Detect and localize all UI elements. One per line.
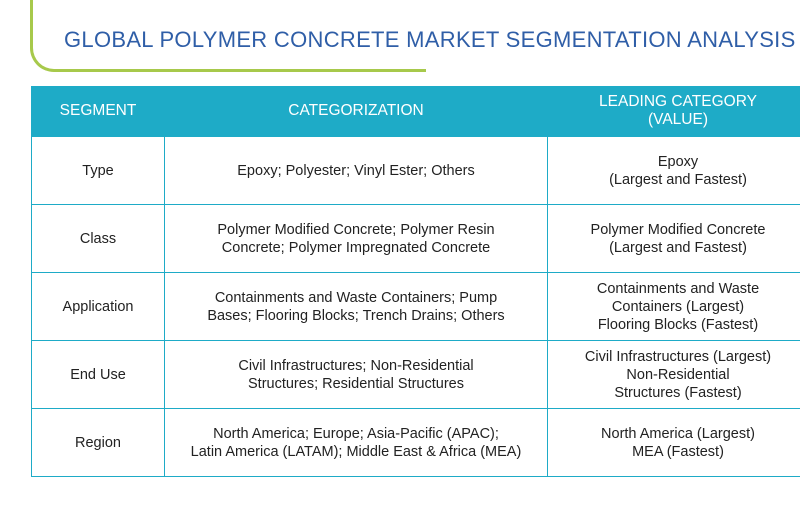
leading-category-line: Polymer Modified Concrete (590, 221, 766, 238)
leading-category-line: Civil Infrastructures (Largest) (584, 348, 772, 365)
leading-category-line: Epoxy (657, 153, 699, 170)
table-row (32, 273, 800, 341)
header-categorization: CATEGORIZATION (165, 86, 548, 137)
leading-category-cell (548, 137, 800, 205)
header-leading-line1: LEADING CATEGORY (599, 93, 757, 110)
categorization-line: Concrete; Polymer Impregnated Concrete (221, 239, 491, 256)
segment-cell: Region (32, 409, 165, 477)
leading-category-line: Structures (Fastest) (614, 384, 742, 401)
categorization-line: Polymer Modified Concrete; Polymer Resin (217, 221, 495, 238)
header-segment: SEGMENT (32, 86, 165, 137)
leading-category-cell (548, 341, 800, 409)
categorization-line: Bases; Flooring Blocks; Trench Drains; Others (207, 307, 505, 324)
leading-category-line: Non-Residential (626, 366, 730, 383)
table-header-row (32, 86, 800, 137)
leading-category-line: Flooring Blocks (Fastest) (597, 316, 759, 333)
header-leading-category (548, 86, 800, 137)
leading-category-line: North America (Largest) (601, 425, 755, 442)
leading-category-cell (548, 205, 800, 273)
categorization-line: Containments and Waste Containers; Pump (214, 289, 498, 306)
segmentation-table (31, 86, 800, 477)
table-row (32, 341, 800, 409)
categorization-cell (165, 137, 548, 205)
header-leading-line2: (VALUE) (647, 111, 708, 128)
table-row (32, 137, 800, 205)
categorization-cell (165, 205, 548, 273)
leading-category-line: MEA (Fastest) (632, 443, 724, 460)
table-row (32, 409, 800, 477)
categorization-line: Latin America (LATAM); Middle East & Africa (MEA) (190, 443, 522, 460)
categorization-line: Structures; Residential Structures (248, 375, 464, 392)
leading-category-cell (548, 409, 800, 477)
leading-category-line: Containments and Waste (596, 280, 760, 297)
categorization-cell (165, 409, 548, 477)
segment-cell: Type (32, 137, 165, 205)
categorization-line: Civil Infrastructures; Non-Residential (238, 357, 474, 374)
segment-cell: End Use (32, 341, 165, 409)
segment-cell: Application (32, 273, 165, 341)
table-row (32, 205, 800, 273)
page-title: GLOBAL POLYMER CONCRETE MARKET SEGMENTATION ANALYSIS (64, 27, 796, 52)
categorization-line: Epoxy; Polyester; Vinyl Ester; Others (237, 162, 475, 179)
leading-category-cell (548, 273, 800, 341)
leading-category-line: Containers (Largest) (611, 298, 745, 315)
categorization-cell (165, 273, 548, 341)
leading-category-line: (Largest and Fastest) (609, 171, 747, 188)
categorization-line: North America; Europe; Asia-Pacific (APAC); (213, 425, 499, 442)
categorization-cell (165, 341, 548, 409)
segment-cell: Class (32, 205, 165, 273)
leading-category-line: (Largest and Fastest) (609, 239, 747, 256)
